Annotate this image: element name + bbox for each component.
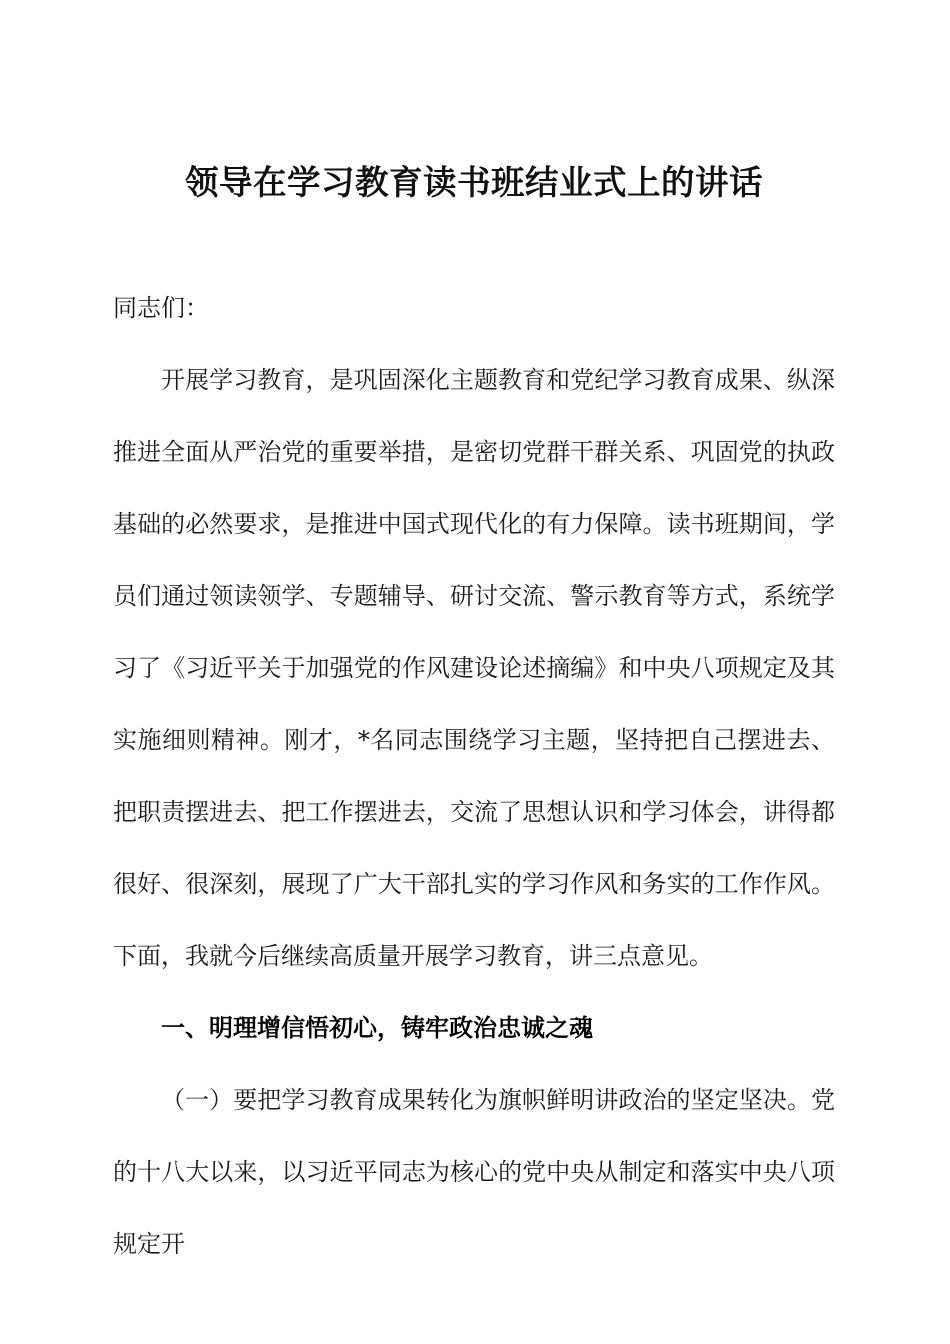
- salutation-line: 同志们：: [113, 293, 209, 322]
- section-heading-one: 一、明理增信悟初心，铸牢政治忠诚之魂: [161, 1012, 593, 1042]
- document-body: [113, 0, 835, 1281]
- paragraph-section-one-item-one: （一）要把学习教育成果转化为旗帜鲜明讲政治的坚定坚决。党的十八大以来，以习近平同志为核心的党中央从制定和落实中央八项规定开: [113, 1085, 835, 1258]
- paragraph-intro: 开展学习教育，是巩固深化主题教育和党纪学习教育成果、纵深推进全面从严治党的重要举措，是密切党群干群关系、巩固党的执政基础的必然要求，是推进中国式现代化的有力保障。读书班期间，学员们通过领读领学、专题辅导、研讨交流、警示教育等方式，系统学习了《习近平关于加强党的作风建设论述摘编》和中央八项规定及其实施细则精神。刚才，*名同志围绕学习主题，坚持把自己摆进去、把职责摆进去、把工作摆进去，交流了思想认识和学习体会，讲得都很好、很深刻，展现了广大干部扎实的学习作风和务实的工作作风。下面，我就今后继续高质量开展学习教育，讲三点意见。: [113, 365, 835, 970]
- page-title: 领导在学习教育读书班结业式上的讲话: [185, 163, 763, 202]
- page-bottom-whitespace: [113, 1280, 835, 1281]
